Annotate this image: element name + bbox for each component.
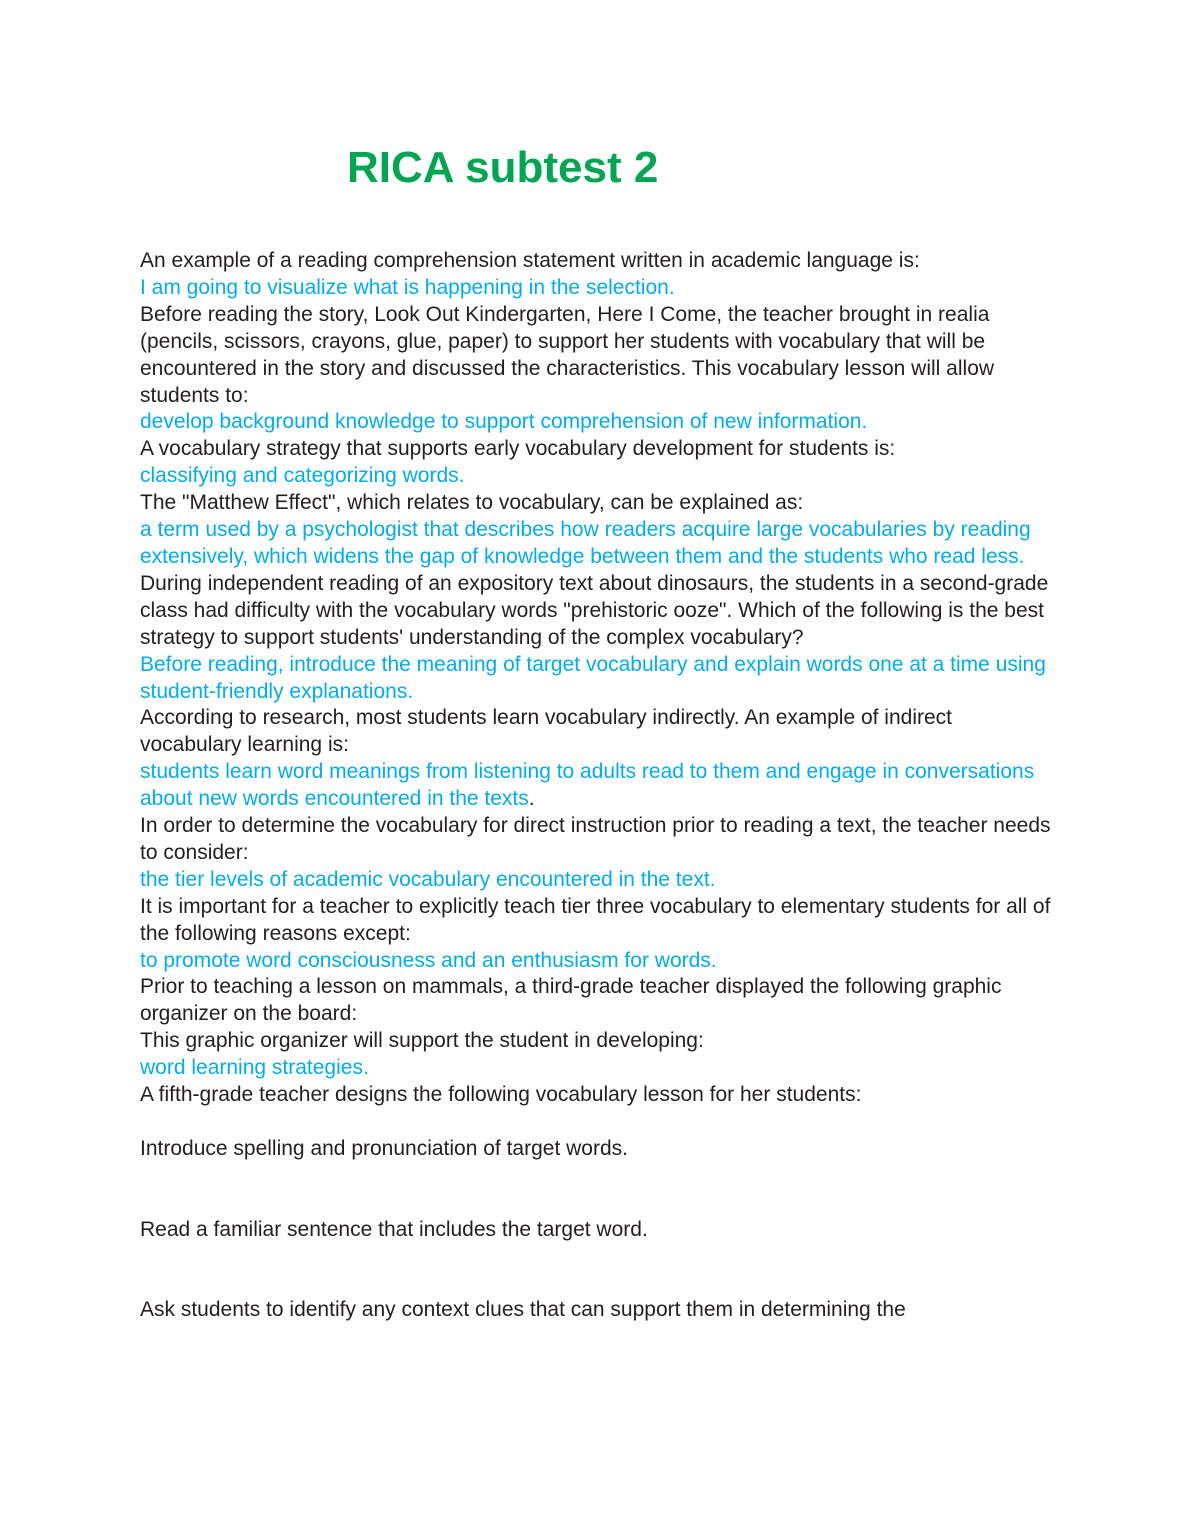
answer-span: classifying and categorizing words. (140, 464, 465, 488)
question-text (140, 248, 1055, 275)
question-span: Prior to teaching a lesson on mammals, a third-grade teacher displayed the following graphic organizer on the board: (140, 975, 1002, 1026)
answer-text (140, 759, 1055, 813)
document-body (140, 248, 1055, 1324)
paragraph-spacer (140, 1109, 1055, 1136)
question-text (140, 436, 1055, 463)
answer-span: students learn word meanings from listening to adults read to them and engage in conversations about new words encountered in the texts (140, 760, 1035, 811)
paragraph-spacer (140, 1163, 1055, 1217)
question-text (140, 302, 1055, 410)
question-text (140, 813, 1055, 867)
paragraph-spacer (140, 1244, 1055, 1298)
question-span: Ask students to identify any context clues that can support them in determining the (140, 1298, 906, 1322)
question-span: It is important for a teacher to explicitly teach tier three vocabulary to elementary students for all of the following reasons except: (140, 894, 1051, 945)
question-span: An example of a reading comprehension statement written in academic language is: (140, 249, 920, 272)
question-span: Before reading the story, Look Out Kindergarten, Here I Come, the teacher brought in realia (pencils, scissors, crayons, glue, paper) to support her students with vocabulary that will be encountered in the story and discussed the characteristics. This vocabulary lesson will allow students to: (140, 302, 995, 407)
question-text (140, 974, 1055, 1028)
question-span: This graphic organizer will support the student in developing: (140, 1029, 704, 1053)
question-text (140, 705, 1055, 759)
answer-text (140, 517, 1055, 571)
answer-span: Before reading, introduce the meaning of target vocabulary and explain words one at a time using student-friendly explanations. (140, 652, 1046, 703)
question-span: Introduce spelling and pronunciation of target words. (140, 1136, 628, 1160)
answer-span: develop background knowledge to support comprehension of new information. (140, 410, 868, 434)
question-text (140, 1217, 1055, 1244)
answer-span: the tier levels of academic vocabulary encountered in the text. (140, 867, 716, 891)
answer-span: a term used by a psychologist that describes how readers acquire large vocabularies by reading extensively, which widens the gap of knowledge between them and the students who read less. (140, 518, 1031, 568)
answer-text (140, 652, 1055, 706)
page-title: RICA subtest 2 (347, 143, 659, 192)
question-text (140, 1028, 1055, 1055)
answer-span: to promote word consciousness and an enthusiasm for words. (140, 948, 717, 972)
answer-span: I am going to visualize what is happening in the selection. (140, 275, 675, 299)
answer-text (140, 867, 1055, 894)
question-span: The "Matthew Effect", which relates to vocabulary, can be explained as: (140, 491, 804, 515)
question-span: A vocabulary strategy that supports early vocabulary development for students is: (140, 437, 896, 461)
answer-text (140, 275, 1055, 302)
question-text (140, 1297, 1055, 1324)
question-text (140, 490, 1055, 517)
answer-text (140, 463, 1055, 490)
answer-text (140, 948, 1055, 975)
question-text (140, 1082, 1055, 1109)
question-span: Read a familiar sentence that includes the target word. (140, 1217, 648, 1241)
question-text (140, 571, 1055, 652)
question-span: According to research, most students learn vocabulary indirectly. An example of indirect vocabulary learning is: (140, 706, 953, 757)
answer-text (140, 409, 1055, 436)
question-span: During independent reading of an expository text about dinosaurs, the students in a second-grade class had difficulty with the vocabulary words "prehistoric ooze". Which of the following is the best strategy to support students' understanding of the complex vocabulary? (140, 571, 1049, 649)
answer-suffix: . (528, 787, 535, 811)
answer-text (140, 1055, 1055, 1082)
question-span: In order to determine the vocabulary for direct instruction prior to reading a text, the teacher needs to consider: (140, 814, 1051, 864)
answer-span: word learning strategies. (140, 1056, 369, 1080)
question-text (140, 894, 1055, 948)
question-text (140, 1136, 1055, 1163)
question-span: A fifth-grade teacher designs the following vocabulary lesson for her students: (140, 1083, 862, 1107)
